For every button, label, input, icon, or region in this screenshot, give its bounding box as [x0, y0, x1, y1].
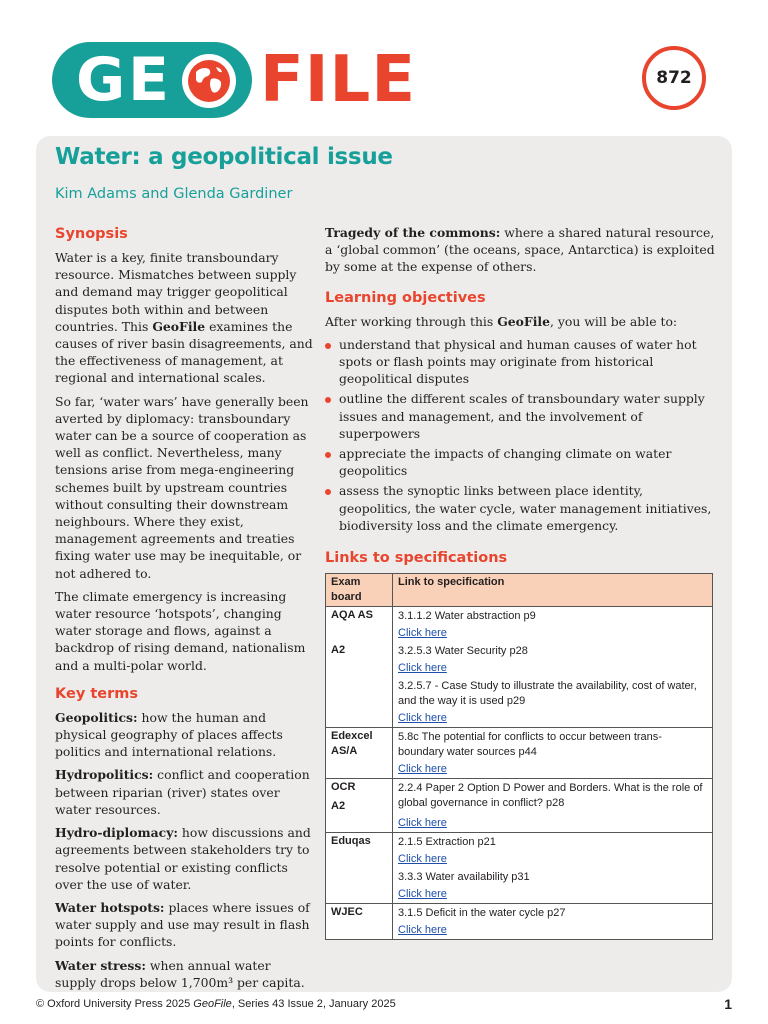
table-row	[326, 886, 713, 904]
synopsis-p1-text-end: examines the causes of river basin disagreements, and the effectiveness of management, at regional and international scales.	[55, 318, 313, 386]
key-terms-heading: Key terms	[55, 685, 138, 702]
issue-number-badge: 872	[642, 46, 706, 110]
table-header-row	[326, 574, 713, 607]
board-name: Edexcel	[331, 730, 373, 743]
click-here-link[interactable]: Click here	[398, 712, 447, 725]
board-level: AS/A	[331, 745, 358, 758]
left-column	[55, 224, 313, 997]
board-level: A2	[331, 800, 346, 813]
right-column	[325, 224, 717, 940]
issue-info: , Series 43 Issue 2, January 2025	[231, 998, 396, 1010]
key-term-definition: when annual water supply drops below 1,700m³ per capita.	[55, 957, 305, 990]
exam-board-cell: WJEC	[326, 904, 393, 923]
column-header-exam-board: Exam board	[326, 574, 393, 607]
key-term-definition: how the human and physical geography of places affects politics and international relations.	[55, 709, 283, 760]
specifications-table	[325, 573, 713, 940]
page-footer	[36, 998, 732, 1010]
geofile-emphasis: GeoFile	[497, 313, 551, 329]
spec-text: 3.1.1.2 Water abstraction p9	[393, 607, 713, 626]
synopsis-paragraph-1	[55, 249, 313, 387]
key-term-item	[55, 824, 313, 893]
key-term-item	[55, 899, 313, 951]
objective-item	[325, 482, 717, 534]
key-term-definition: places where issues of water supply and use may result in flash points for conflicts.	[55, 899, 310, 950]
key-term: Geopolitics:	[55, 709, 138, 725]
click-here-link[interactable]: Click here	[398, 662, 447, 675]
objective-item	[325, 390, 717, 442]
logo-letter-g: G	[76, 45, 126, 115]
table-row	[326, 625, 713, 642]
click-here-link[interactable]: Click here	[398, 924, 447, 937]
article-title: Water: a geopolitical issue	[55, 144, 393, 170]
spec-text: 3.1.5 Deficit in the water cycle p27	[393, 904, 713, 923]
learning-objectives-heading: Learning objectives	[325, 289, 486, 306]
bullet-icon	[325, 489, 331, 495]
synopsis-heading: Synopsis	[55, 226, 128, 242]
bullet-icon	[325, 452, 331, 458]
table-row	[326, 761, 713, 779]
spec-text: 2.1.5 Extraction p21	[393, 833, 713, 852]
key-term-item	[55, 766, 313, 818]
key-term-definition: how discussions and agreements between stakeholders try to resolve potential or existing conflicts over the use of water.	[55, 825, 311, 892]
key-term: Hydropolitics:	[55, 767, 154, 783]
article-authors: Kim Adams and Glenda Gardiner	[55, 186, 293, 202]
click-here-link[interactable]: Click here	[398, 817, 447, 830]
objective-text: outline the different scales of transboundary water supply issues and management, and the involvement of superpowers	[339, 391, 705, 441]
spec-text: 5.8c The potential for conflicts to occur between trans-boundary water sources p44	[393, 728, 713, 762]
objective-item	[325, 445, 717, 479]
table-row	[326, 922, 713, 940]
click-here-link[interactable]: Click here	[398, 763, 447, 776]
objective-item	[325, 336, 717, 388]
exam-board-cell: A2	[326, 642, 393, 660]
table-row	[326, 851, 713, 868]
exam-board-cell	[326, 728, 393, 762]
learning-objectives-list	[325, 336, 717, 534]
logo-geo-pill	[52, 42, 252, 118]
exam-board-cell: AQA AS	[326, 607, 393, 626]
intro-text-end: , you will be able to:	[550, 313, 678, 329]
click-here-link[interactable]: Click here	[398, 627, 447, 640]
table-row	[326, 728, 713, 762]
publication-name: GeoFile	[193, 998, 232, 1010]
bullet-icon	[325, 343, 331, 349]
geofile-emphasis: GeoFile	[152, 318, 206, 334]
key-term: Water stress:	[55, 957, 146, 973]
spec-text: 3.2.5.3 Water Security p28	[393, 642, 713, 660]
click-here-link[interactable]: Click here	[398, 888, 447, 901]
key-term-item	[55, 709, 313, 761]
logo-letter-e: E	[128, 45, 169, 115]
table-row	[326, 815, 713, 833]
table-row	[326, 642, 713, 660]
table-row	[326, 660, 713, 677]
table-row	[326, 904, 713, 923]
objective-text: understand that physical and human causes of water hot spots or flash points may originate from historical geopolitical disputes	[339, 336, 697, 387]
logo-file-text: FILE	[260, 43, 417, 117]
specifications-heading: Links to specifications	[325, 550, 508, 567]
table-row	[326, 833, 713, 852]
key-term: Water hotspots:	[55, 899, 165, 915]
key-term-definition: conflict and cooperation between riparian (river) states over water resources.	[55, 767, 310, 817]
table-row	[326, 677, 713, 710]
globe-icon	[180, 52, 238, 110]
objective-text: assess the synoptic links between place identity, geopolitics, the water cycle, water management initiatives, biodiversity loss and the climate emergency.	[339, 483, 712, 533]
copyright-prefix: © Oxford University Press 2025	[36, 998, 194, 1010]
learning-objectives-intro	[325, 313, 717, 330]
page-number: 1	[724, 996, 732, 1012]
click-here-link[interactable]: Click here	[398, 853, 447, 866]
geofile-logo	[52, 40, 432, 120]
copyright-text	[36, 998, 396, 1010]
key-term-tragedy	[325, 224, 717, 276]
synopsis-p1-text: Water is a key, finite transboundary resource. Mismatches between supply and demand may trigger geopolitical disputes both within and between countries. This	[55, 250, 297, 334]
table-row	[326, 779, 713, 816]
key-term: Tragedy of the commons:	[325, 225, 501, 240]
spec-text: 3.3.3 Water availability p31	[393, 868, 713, 886]
table-row	[326, 607, 713, 626]
synopsis-paragraph-2: So far, ‘water wars’ have generally been averted by diplomacy: transboundary water can be a source of cooperation as well as conflict. Nevertheless, many tensions arise from mega-engineering schemes built by upstream countries without consulting their downstream neighbours. Where they exist, management agreements and treaties fixing water use may be inequitable, or not adhered to.	[55, 393, 309, 581]
synopsis-paragraph-3: The climate emergency is increasing water resource ‘hotspots’, changing water storage and flows, against a backdrop of rising demand, nationalism and a multi-polar world.	[55, 588, 306, 673]
spec-text: 2.2.4 Paper 2 Option D Power and Borders. What is the role of global governance in conflict? p28	[393, 779, 713, 816]
spec-text: 3.2.5.7 - Case Study to illustrate the availability, cost of water, and the way it is used p29	[393, 677, 713, 710]
column-header-link: Link to specification	[393, 574, 713, 607]
exam-board-cell	[326, 779, 393, 816]
intro-text: After working through this	[325, 313, 498, 329]
exam-board-cell: Eduqas	[326, 833, 393, 852]
table-row	[326, 868, 713, 886]
bullet-icon	[325, 397, 331, 403]
board-name: OCR	[331, 781, 356, 794]
key-term-definition: where a shared natural resource, a ‘global common’ (the oceans, space, Antarctica) is exploited by some at the expense of others.	[325, 225, 715, 275]
table-row	[326, 710, 713, 728]
key-term-item	[55, 957, 313, 991]
objective-text: appreciate the impacts of changing climate on water geopolitics	[339, 446, 672, 479]
key-term: Hydro-diplomacy:	[55, 825, 178, 841]
